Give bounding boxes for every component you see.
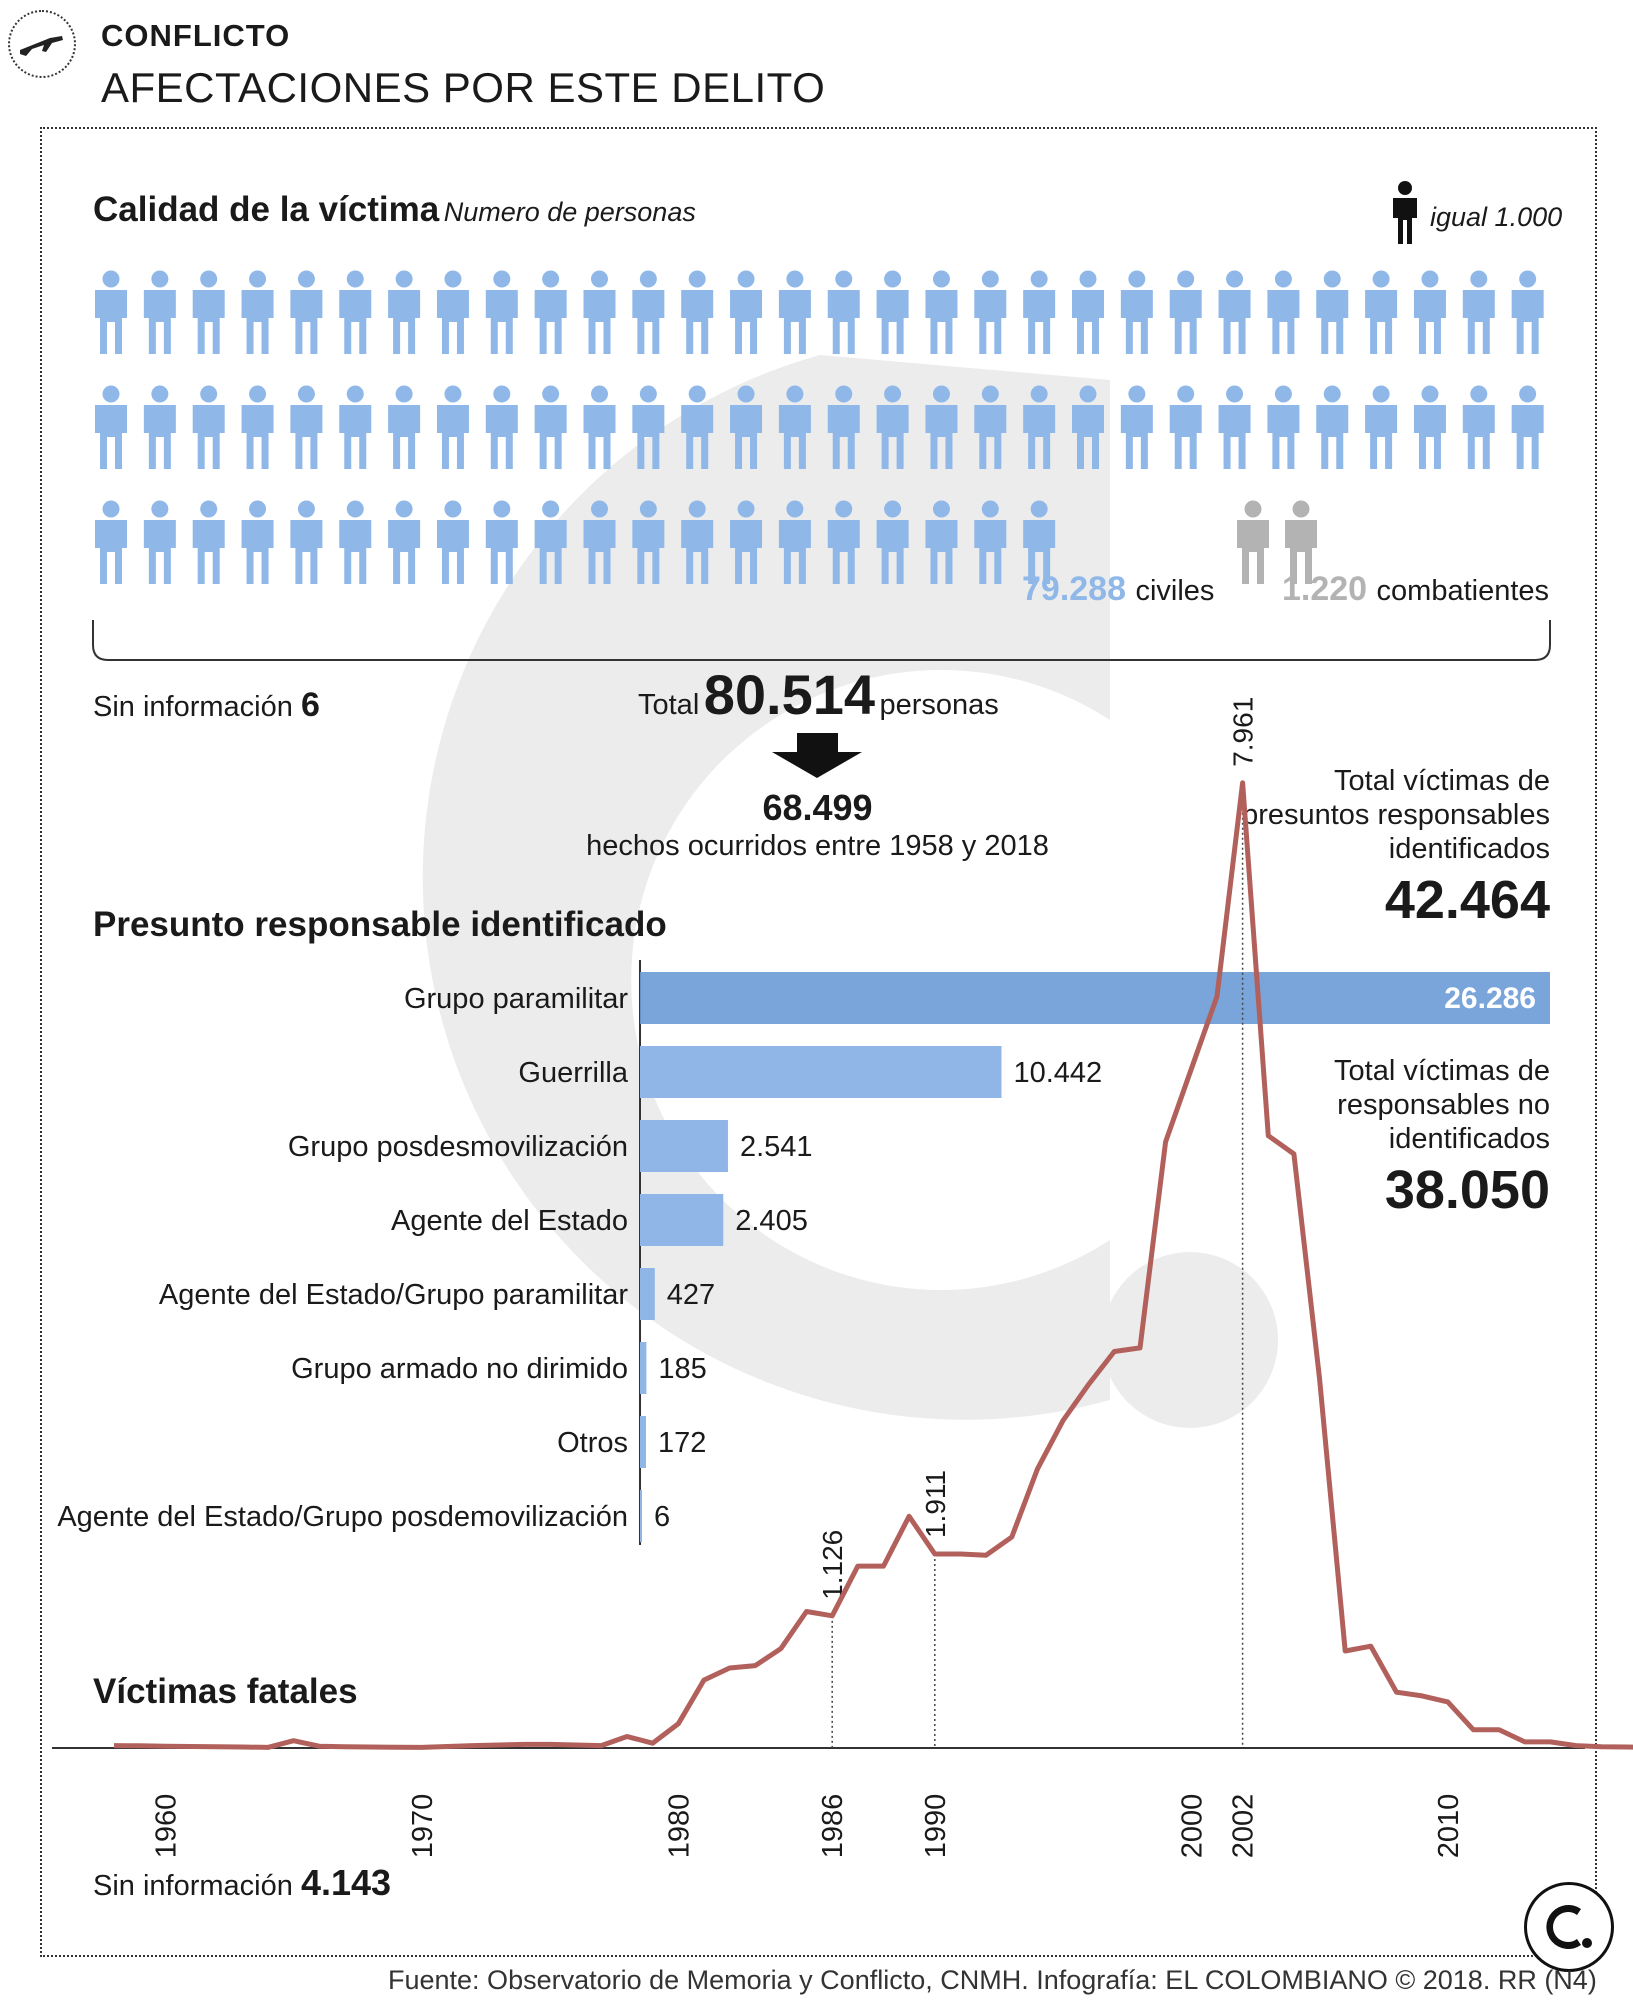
line-chart-title: Víctimas fatales xyxy=(93,1672,358,1711)
highlight-value-label: 7.961 xyxy=(1227,696,1259,767)
highlight-value-label: 1.126 xyxy=(817,1529,849,1600)
unidentified-label-2: responsables no xyxy=(1337,1089,1550,1121)
x-tick-label: 2002 xyxy=(1227,1793,1260,1859)
x-tick-label: 2010 xyxy=(1432,1793,1465,1859)
identified-label-2: presuntos responsables xyxy=(1242,799,1550,831)
bar-value-label: 10.442 xyxy=(1013,1057,1103,1089)
identified-label-3: identificados xyxy=(1388,833,1550,865)
victims-quality-title: Calidad de la víctima xyxy=(93,190,440,229)
total-text: Total xyxy=(638,689,700,721)
bar-value-label: 2.405 xyxy=(735,1205,808,1237)
total-value: 80.514 xyxy=(703,663,875,726)
fatal-no-info-value: 4.143 xyxy=(300,1862,392,1903)
bar-category-label: Grupo posdesmovilización xyxy=(287,1131,628,1163)
identified-label-1: Total víctimas de xyxy=(1334,765,1550,797)
civilians-text: civiles xyxy=(1135,575,1215,607)
x-tick-label: 2000 xyxy=(1176,1793,1209,1859)
bar-value-label: 2.541 xyxy=(739,1131,813,1163)
x-tick-label: 1990 xyxy=(919,1793,952,1859)
bar-chart-title: Presunto responsable identificado xyxy=(93,905,667,944)
events-value: 68.499 xyxy=(762,787,873,828)
bar-value-label: 427 xyxy=(666,1279,716,1311)
unidentified-value: 38.050 xyxy=(1384,1160,1550,1220)
fatal-no-info-text: Sin información xyxy=(93,1870,293,1902)
identified-value: 42.464 xyxy=(1384,870,1550,930)
fatal-victims-series-line xyxy=(114,783,1633,1748)
bar-category-label: Guerrilla xyxy=(518,1057,628,1089)
header-title: AFECTACIONES POR ESTE DELITO xyxy=(101,64,826,111)
x-tick-label: 1960 xyxy=(150,1793,183,1859)
bar-value-label: 26.286 xyxy=(1444,982,1536,1015)
el-colombiano-logo xyxy=(1524,1882,1614,1972)
x-tick-label: 1970 xyxy=(406,1793,439,1859)
fatal-no-info xyxy=(93,1862,391,1904)
person-legend-text: igual 1.000 xyxy=(1430,202,1563,232)
bar-category-label: Grupo paramilitar xyxy=(403,983,628,1015)
combatants-text: combatientes xyxy=(1376,575,1550,607)
x-tick-label: 1986 xyxy=(817,1793,850,1859)
no-info-text: Sin información xyxy=(93,691,293,723)
civilians-value: 79.288 xyxy=(1022,570,1126,608)
bar-category-label: Otros xyxy=(557,1427,628,1459)
highlight-value-label: 1.911 xyxy=(919,1470,951,1539)
total-unit: personas xyxy=(879,689,999,721)
header-kicker: CONFLICTO xyxy=(101,18,291,53)
unidentified-label-1: Total víctimas de xyxy=(1334,1055,1550,1087)
source-credit: Fuente: Observatorio de Memoria y Conflicto, CNMH. Infografía: EL COLOMBIANO © 2018. RR (N4) xyxy=(388,1965,1597,1995)
no-info-value: 6 xyxy=(300,686,320,724)
unidentified-label-3: identificados xyxy=(1388,1123,1550,1155)
victims-quality-subtitle: Numero de personas xyxy=(443,197,696,227)
bar-category-label: Agente del Estado xyxy=(390,1205,628,1237)
bar-value-label: 172 xyxy=(657,1427,707,1459)
combatants-value: 1.220 xyxy=(1282,570,1368,608)
bar-category-label: Agente del Estado/Grupo paramilitar xyxy=(158,1279,628,1311)
events-label: hechos ocurridos entre 1958 y 2018 xyxy=(586,830,1049,862)
bar-value-label: 6 xyxy=(654,1501,671,1533)
x-tick-label: 1980 xyxy=(663,1793,696,1859)
bar-category-label: Agente del Estado/Grupo posdemovilización xyxy=(57,1501,628,1533)
bar-value-label: 185 xyxy=(658,1353,707,1385)
bar-category-label: Grupo armado no dirimido xyxy=(291,1353,628,1385)
